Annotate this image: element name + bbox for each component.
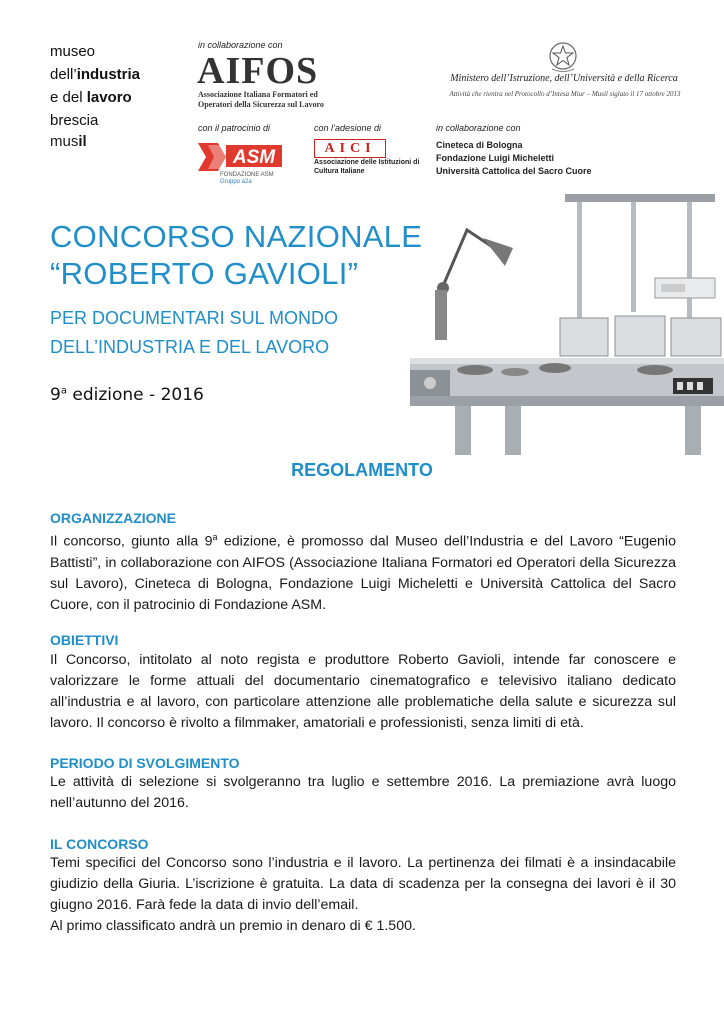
title-line1: CONCORSO NAZIONALE bbox=[50, 219, 423, 254]
collab2-item: Cineteca di Bologna bbox=[436, 140, 523, 150]
asm-logo-text: ASM bbox=[232, 147, 276, 168]
concorso-text-main: Temi specifici del Concorso sono l’industria e il lavoro. La pertinenza dei filmati è a insindacabile giudizio della Giuria. L’iscrizione è gratuita. La data di scadenza per la consegna dei lavori è il 30 giugno 2016. Farà fede la data di invio dell’email. bbox=[50, 855, 676, 913]
musil-logo: musil bbox=[50, 133, 87, 150]
museum-line4: brescia bbox=[50, 112, 99, 129]
museum-line2-bold: industria bbox=[76, 66, 141, 83]
italian-emblem-icon bbox=[546, 40, 580, 74]
obiettivi-heading: OBIETTIVI bbox=[50, 632, 119, 648]
collab2-caption: in collaborazione con bbox=[436, 123, 521, 133]
collab2-item: Fondazione Luigi Micheletti bbox=[436, 153, 554, 163]
title-line2: “ROBERTO GAVIOLI” bbox=[50, 256, 359, 291]
aifos-subtitle: Associazione Italiana Formatori ed Operatori della Sicurezza sul Lavoro bbox=[198, 90, 324, 109]
adesione-caption: con l’adesione di bbox=[314, 123, 382, 133]
asm-logo-line1: FONDAZIONE ASM bbox=[220, 172, 274, 178]
aici-logo: AICI bbox=[314, 139, 386, 158]
museum-line3-bold: lavoro bbox=[86, 89, 132, 106]
subtitle-line2: DELL’INDUSTRIA E DEL LAVORO bbox=[50, 337, 330, 357]
periodo-text: Le attività di selezione si svolgeranno tra luglio e settembre 2016. La premiazione avrà luogo nell’autunno del 2016. bbox=[50, 774, 676, 811]
film-editing-machine-image bbox=[405, 190, 724, 455]
page-subtitle bbox=[50, 304, 338, 362]
museum-line3: e del bbox=[50, 89, 87, 106]
museum-line1: museo bbox=[50, 43, 96, 60]
concorso-heading: IL CONCORSO bbox=[50, 836, 149, 852]
ministero-title: Ministero dell’Istruzione, dell’Università e della Ricerca bbox=[450, 73, 678, 84]
concorso-text-prize: Al primo classificato andrà un premio in denaro di € 1.500. bbox=[50, 918, 416, 934]
collab2-list bbox=[436, 139, 592, 178]
periodo-heading: PERIODO DI SVOLGIMENTO bbox=[50, 755, 240, 771]
page-title bbox=[50, 218, 422, 292]
museum-logo bbox=[50, 40, 140, 132]
organizzazione-heading: ORGANIZZAZIONE bbox=[50, 510, 176, 526]
subtitle-line1: PER DOCUMENTARI SUL MONDO bbox=[50, 308, 339, 328]
organizzazione-text: Il concorso, giunto alla 9$^a$ edizione, è promosso dal Museo dell’Industria e del Lavoro “Eugenio Battisti”, in collaborazione con AIFOS (Associazione Italiana Formatori ed Operatori della Sicurezza sul Lavoro), Cineteca di Bologna, Fondazione Luigi Micheletti e Università Cattolica del Sacro Cuore, con il patrocinio di Fondazione ASM. bbox=[50, 532, 676, 613]
patrocinio-caption: con il patrocinio di bbox=[198, 123, 271, 133]
aici-subtitle: Associazione delle Istituzioni di Cultura Italiane bbox=[314, 159, 420, 175]
aifos-logo: AIFOS bbox=[197, 50, 319, 92]
ministero-subtitle: Attività che rientra nel Protocollo d’Intesa Miur – Musil siglato il 17 ottobre 2013 bbox=[449, 90, 681, 98]
edition-label: 9$^a$ edizione - 2016 bbox=[50, 385, 204, 405]
obiettivi-text: Il Concorso, intitolato al noto regista e produttore Roberto Gavioli, intende far conoscere e valorizzare le forme attuali del documentario cinematografico e televisivo italiano dedicato all’industria e al lavoro, con particolare attenzione alle problematiche della salute e sicurezza sul lavoro. Il concorso è rivolto a filmmaker, amatoriali e professionisti, senza limiti di età. bbox=[50, 652, 676, 731]
collab2-item: Università Cattolica del Sacro Cuore bbox=[436, 166, 592, 176]
asm-logo bbox=[196, 135, 286, 185]
museum-line2: dell’ bbox=[50, 66, 77, 83]
asm-logo-line2: Gruppo a2a bbox=[220, 179, 252, 185]
aifos-caption: in collaborazione con bbox=[198, 40, 283, 50]
regolamento-heading: REGOLAMENTO bbox=[291, 460, 433, 480]
concorso-text bbox=[50, 853, 676, 937]
